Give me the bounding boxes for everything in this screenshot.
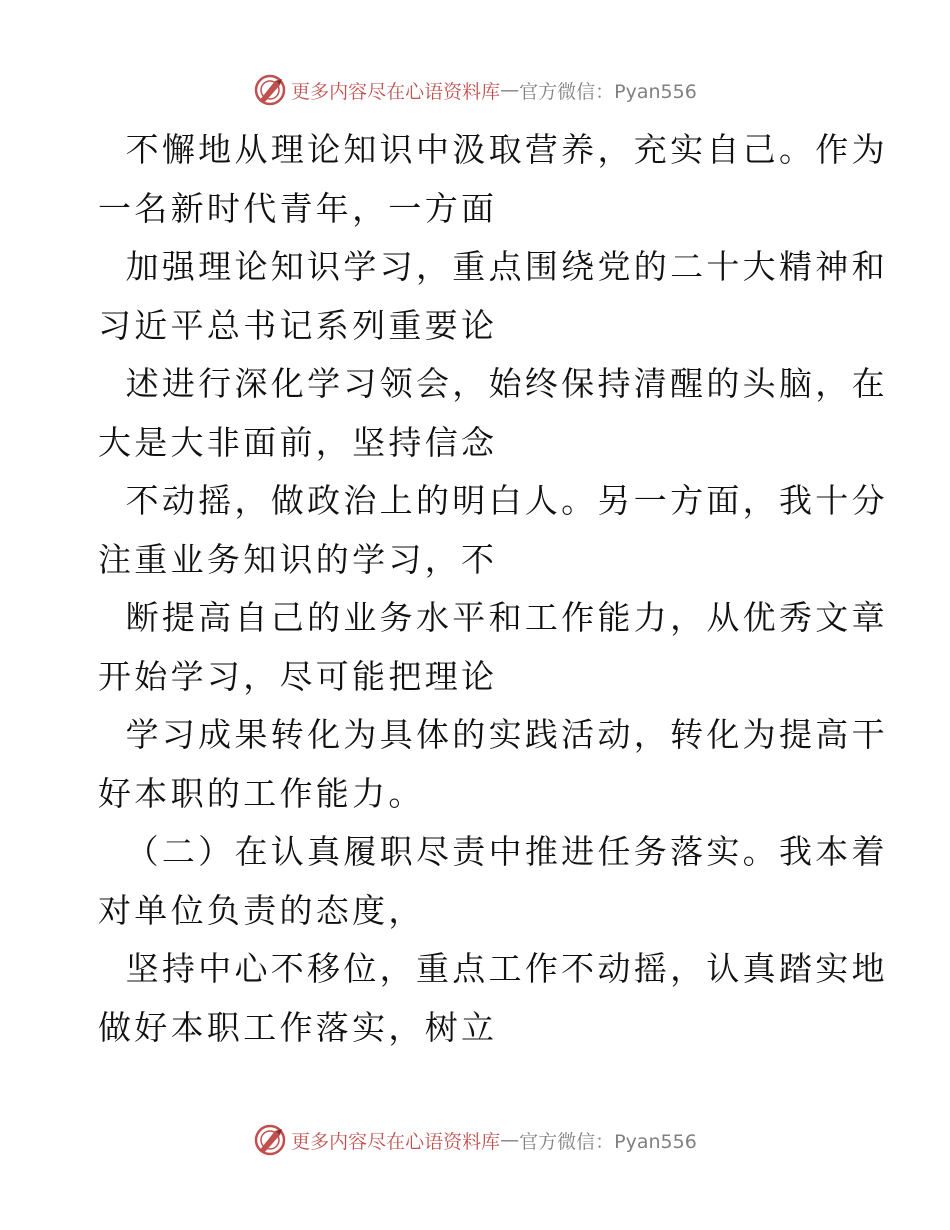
paragraph-8	[98, 940, 888, 1057]
paragraph-2-line-1: 加强理论知识学习，重点围绕党的二十大精神和	[98, 247, 888, 286]
paragraph-1-line-1: 不懈地从理论知识中汲取营养，充实自己。作为	[98, 130, 888, 169]
paragraph-2-line-2: 习近平总书记系列重要论	[98, 305, 498, 345]
paragraph-6-line-2: 好本职的工作能力。	[98, 773, 425, 813]
banner-separator: —	[500, 1129, 520, 1151]
paragraph-4-line-1: 不动摇，做政治上的明白人。另一方面，我十分	[98, 481, 888, 520]
paragraph-5-line-2: 开始学习，尽可能把理论	[98, 656, 498, 696]
paragraph-6	[98, 706, 888, 823]
paragraph-3	[98, 355, 888, 472]
document-body	[98, 121, 888, 1057]
header-banner	[0, 70, 950, 110]
paragraph-8-line-1: 坚持中心不移位，重点工作不动摇，认真踏实地	[98, 949, 888, 988]
paragraph-4-line-2: 注重业务知识的学习，不	[98, 539, 498, 579]
pen-nib-logo-icon	[253, 73, 287, 107]
pen-nib-logo-icon	[253, 1123, 287, 1157]
paragraph-2	[98, 238, 888, 355]
paragraph-1	[98, 121, 888, 238]
banner-wechat-text: 官方微信：Pyan556	[519, 1130, 697, 1153]
footer-banner	[0, 1120, 950, 1160]
banner-wechat-text: 官方微信：Pyan556	[519, 80, 697, 103]
paragraph-7	[98, 823, 888, 940]
paragraph-8-line-2: 做好本职工作落实，树立	[98, 1007, 498, 1047]
banner-library-text: 更多内容尽在心语资料库	[291, 80, 501, 103]
banner-separator: —	[500, 79, 520, 101]
paragraph-6-line-1: 学习成果转化为具体的实践活动，转化为提高干	[98, 715, 888, 754]
paragraph-5-line-1: 断提高自己的业务水平和工作能力，从优秀文章	[98, 598, 888, 637]
paragraph-1-line-2: 一名新时代青年，一方面	[98, 188, 498, 228]
paragraph-4	[98, 472, 888, 589]
paragraph-3-line-1: 述进行深化学习领会，始终保持清醒的头脑，在	[98, 364, 888, 403]
paragraph-5	[98, 589, 888, 706]
paragraph-3-line-2: 大是大非面前，坚持信念	[98, 422, 498, 462]
paragraph-7-line-1: （二）在认真履职尽责中推进任务落实。我本着	[98, 832, 888, 871]
paragraph-7-line-2: 对单位负责的态度，	[98, 890, 425, 930]
banner-library-text: 更多内容尽在心语资料库	[291, 1130, 501, 1153]
